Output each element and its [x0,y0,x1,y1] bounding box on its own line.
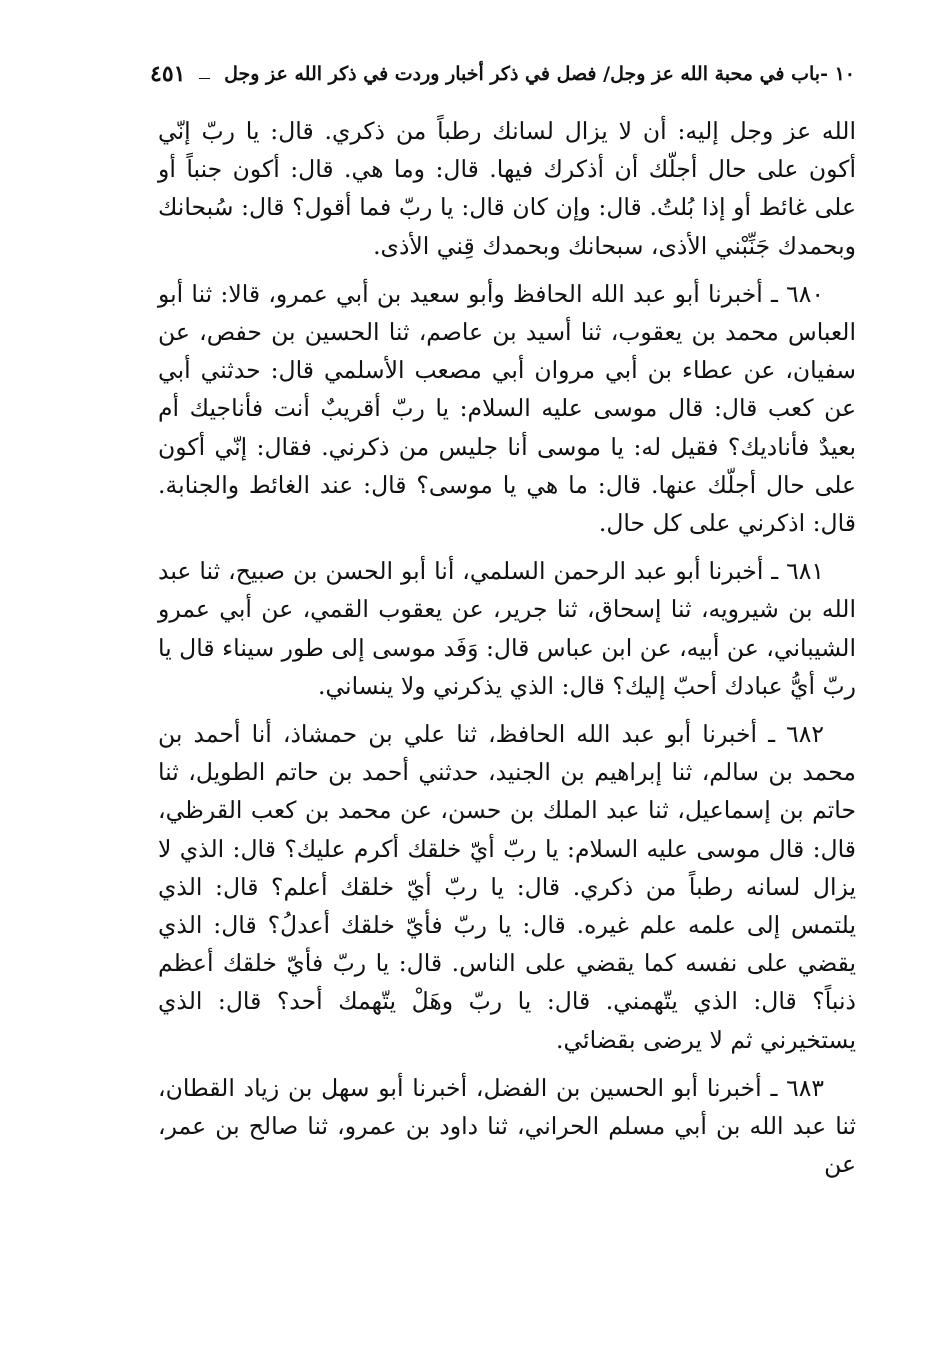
paragraph-680: ٦٨٠ ـ أخبرنا أبو عبد الله الحافظ وأبو سعيد بن أبي عمرو، قالا: ثنا أبو العباس محمد بن يعقوب، ثنا أسيد بن عاصم، ثنا الحسين بن حفص، عن سفيان، عن عطاء بن أبي مروان أبي مصعب الأسلمي قال: حدثني أبي عن كعب قال: قال موسى عليه السلام: يا ربّ أقريبٌ أنت فأناجيك أم بعيدٌ فأناديك؟ فقيل له: يا موسى أنا جليس من ذكرني. فقال: إنّي أكون على حال أجلّك عنها. قال: ما هي يا موسى؟ قال: عند الغائط والجنابة. قال: اذكرني على كل حال. [158,279,856,538]
running-header [150,54,855,94]
header-rule [199,78,210,79]
paragraph-682: ٦٨٢ ـ أخبرنا أبو عبد الله الحافظ، ثنا علي بن حمشاذ، أنا أحمد بن محمد بن سالم، ثنا إبراهيم بن الجنيد، حدثني أحمد بن حاتم الطويل، ثنا حاتم بن إسماعيل، ثنا عبد الملك بن حسن، عن محمد بن كعب القرظي، قال: قال موسى عليه السلام: يا ربّ أيّ خلقك أكرم عليك؟ قال: الذي لا يزال لسانه رطباً من ذكري. قال: يا ربّ أيّ خلقك أعلم؟ قال: الذي يلتمس إلى علمه علم غيره. قال: يا ربّ فأيّ خلقك أعدلُ؟ قال: الذي يقضي على نفسه كما يقضي على الناس. قال: يا ربّ فأيّ خلقك أعظم ذنباً؟ قال: الذي يتّهمني. قال: يا ربّ وهَلْ يتّهمك أحد؟ قال: الذي يستخيرني ثم لا يرضى بقضائي. [158,720,856,1054]
chapter-title: ١٠ -باب في محبة الله عز وجل/ فصل في ذكر أخبار وردت في ذكر الله عز وجل [224,63,855,85]
page-number: ٤٥١ [150,61,186,87]
paragraph-683: ٦٨٣ ـ أخبرنا أبو الحسين بن الفضل، أخبرنا أبو سهل بن زياد القطان، ثنا عبد الله بن أبي مسلم الحراني، ثنا داود بن عمرو، ثنا صالح بن عمر، عن [158,1073,856,1179]
body-text [158,112,856,1193]
paragraph-continuation: الله عز وجل إليه: أن لا يزال لسانك رطباً من ذكري. قال: يا ربّ إنّي أكون على حال أجلّك أن أذكرك فيها. قال: وما هي. قال: أكون جنباً أو على غائط أو إذا بُلتُ. قال: وإن كان قال: يا ربّ فما أقول؟ قال: سُبحانك وبحمدك جَنِّبْني الأذى، سبحانك وبحمدك قِني الأذى. [158,117,856,260]
paragraph-681: ٦٨١ ـ أخبرنا أبو عبد الرحمن السلمي، أنا أبو الحسن بن صبيح، ثنا عبد الله بن شيرويه، ثنا إسحاق، ثنا جرير، عن يعقوب القمي، عن أبي عمرو الشيباني، عن أبيه، عن ابن عباس قال: وَفَد موسى إلى طور سيناء قال يا ربّ أيُّ عبادك أحبّ إليك؟ قال: الذي يذكرني ولا ينساني. [158,557,856,700]
